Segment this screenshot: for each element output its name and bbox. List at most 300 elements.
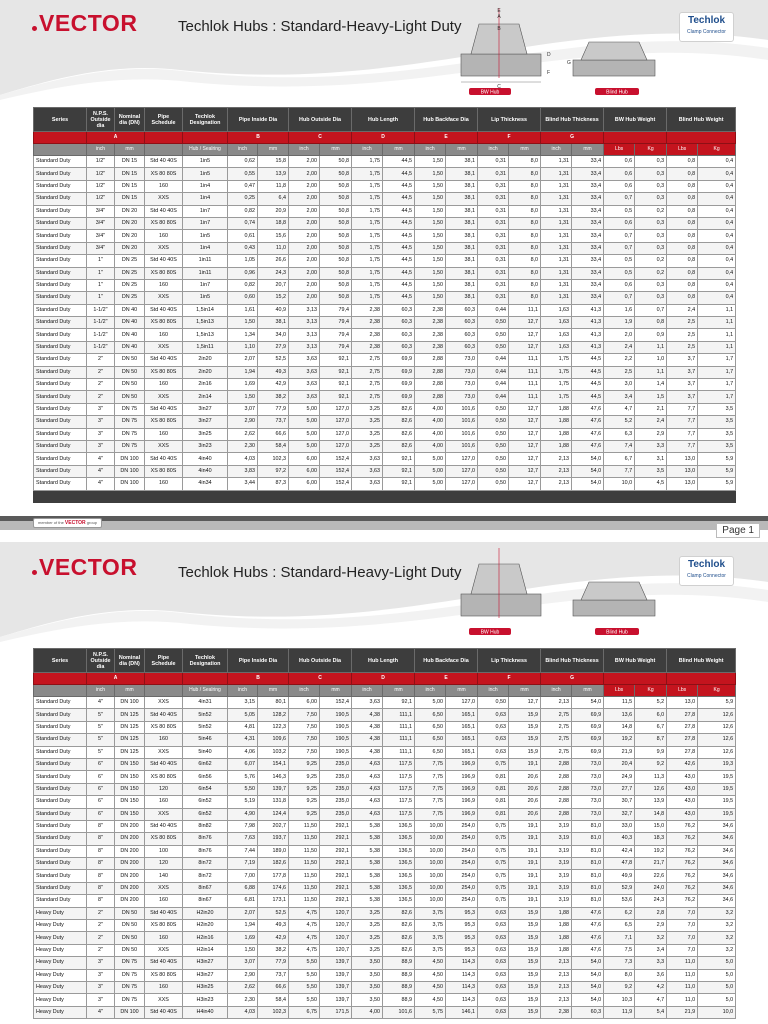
table-cell: 3,2 xyxy=(635,932,667,944)
table-cell: 3,75 xyxy=(415,932,446,944)
table-cell: 5,00 xyxy=(415,478,446,490)
table-cell: 5,50 xyxy=(289,969,320,981)
table-cell: 160 xyxy=(145,895,183,907)
table-cell: 2,5 xyxy=(667,329,698,341)
table-cell: 1,94 xyxy=(228,366,258,378)
table-cell: 15,0 xyxy=(635,820,667,832)
table-cell: 0,31 xyxy=(478,205,509,217)
table-cell: 114,3 xyxy=(446,969,478,981)
table-cell: 1in5 xyxy=(183,230,228,242)
table-cell: DN 20 xyxy=(115,205,145,217)
table-cell: 10,00 xyxy=(415,845,446,857)
table-cell: Standard Duty xyxy=(34,279,87,291)
table-row xyxy=(34,721,736,733)
table-row xyxy=(34,957,736,969)
table-cell: 6,07 xyxy=(228,758,258,770)
table-cell: 7,75 xyxy=(415,808,446,820)
table-cell: 114,3 xyxy=(446,957,478,969)
table-cell: 0,3 xyxy=(635,230,667,242)
table-cell: 117,5 xyxy=(383,771,415,783)
table-cell: Standard Duty xyxy=(34,697,87,709)
table-cell: 1/2" xyxy=(87,193,115,205)
table-cell: 2,30 xyxy=(228,994,258,1006)
table-cell: 5,75 xyxy=(415,1006,446,1018)
table-row xyxy=(34,267,736,279)
table-cell: 3,19 xyxy=(541,820,572,832)
table-cell: 0,44 xyxy=(478,366,509,378)
table-cell: 8in76 xyxy=(183,845,228,857)
table-cell: 128,2 xyxy=(258,709,289,721)
header-row xyxy=(34,108,736,132)
table-cell: 15,8 xyxy=(258,156,289,168)
table-cell: 0,8 xyxy=(667,205,698,217)
table-cell: 11,50 xyxy=(289,895,320,907)
table-cell: 15,9 xyxy=(509,721,541,733)
table-cell: 2,90 xyxy=(228,969,258,981)
table-cell: 33,4 xyxy=(572,279,604,291)
table-cell: Std 40 40S xyxy=(145,820,183,832)
table-cell: 3,5 xyxy=(635,465,667,477)
table-cell: 4,50 xyxy=(415,981,446,993)
table-cell: 189,0 xyxy=(258,845,289,857)
table-cell: 38,1 xyxy=(446,279,478,291)
table-cell: XS 80 80S xyxy=(145,969,183,981)
table-cell: DN 15 xyxy=(115,156,145,168)
document-page-2 xyxy=(0,525,768,1024)
table-cell: 2,75 xyxy=(352,391,383,403)
table-cell: 58,4 xyxy=(258,994,289,1006)
table-cell: 27,8 xyxy=(667,734,698,746)
table-row xyxy=(34,907,736,919)
table-cell: 81,0 xyxy=(572,858,604,870)
table-cell: 0,50 xyxy=(478,329,509,341)
table-cell: Standard Duty xyxy=(34,440,87,452)
hub-drawings xyxy=(455,4,675,96)
table-cell: 3,2 xyxy=(698,907,736,919)
table-cell: 4,63 xyxy=(352,808,383,820)
table-cell: 0,4 xyxy=(698,156,736,168)
table-cell: 3,50 xyxy=(352,957,383,969)
table-cell: 73,0 xyxy=(446,379,478,391)
table-cell: 235,0 xyxy=(320,783,352,795)
table-cell: 38,1 xyxy=(446,267,478,279)
table-cell: 33,4 xyxy=(572,205,604,217)
table-cell: 5,0 xyxy=(698,994,736,1006)
table-row xyxy=(34,428,736,440)
table-cell: 0,50 xyxy=(478,465,509,477)
table-cell: Standard Duty xyxy=(34,858,87,870)
col-hub-length: Hub Length xyxy=(352,108,415,132)
table-cell: 88,9 xyxy=(383,981,415,993)
table-cell: 2,38 xyxy=(415,341,446,353)
table-cell: 40,3 xyxy=(604,833,635,845)
table-cell: 292,1 xyxy=(320,833,352,845)
table-cell: 1,7 xyxy=(698,379,736,391)
table-cell: 11,0 xyxy=(667,969,698,981)
svg-text:Blind Hub: Blind Hub xyxy=(606,629,628,636)
table-cell: Std 40 40S xyxy=(145,156,183,168)
table-cell: 4" xyxy=(87,453,115,465)
table-cell: 9,9 xyxy=(635,746,667,758)
table-cell: 38,1 xyxy=(446,255,478,267)
table-cell: 4,75 xyxy=(289,920,320,932)
table-cell: 4,06 xyxy=(228,746,258,758)
table-cell: 1,88 xyxy=(541,428,572,440)
table-cell: 88,9 xyxy=(383,969,415,981)
table-cell: 3in23 xyxy=(183,440,228,452)
table-cell: 196,9 xyxy=(446,808,478,820)
table-cell: 12,6 xyxy=(635,783,667,795)
table-cell: DN 150 xyxy=(115,771,145,783)
table-cell: 76,2 xyxy=(667,833,698,845)
table-cell: DN 125 xyxy=(115,709,145,721)
table-cell: 54,0 xyxy=(572,453,604,465)
table-cell: 5,9 xyxy=(698,697,736,709)
table-cell: 0,50 xyxy=(478,416,509,428)
table-cell: 4,63 xyxy=(352,771,383,783)
table-cell: 79,4 xyxy=(320,341,352,353)
table-cell: 43,0 xyxy=(667,808,698,820)
table-cell: 160 xyxy=(145,279,183,291)
table-cell: 2,00 xyxy=(289,267,320,279)
table-cell: 0,63 xyxy=(478,981,509,993)
table-cell: 1,63 xyxy=(541,329,572,341)
table-cell: 33,4 xyxy=(572,180,604,192)
table-cell: 0,8 xyxy=(667,217,698,229)
table-cell: 1,31 xyxy=(541,230,572,242)
table-cell: 1in4 xyxy=(183,180,228,192)
table-cell: 6in52 xyxy=(183,796,228,808)
table-cell: 2" xyxy=(87,932,115,944)
table-cell: 6,3 xyxy=(604,428,635,440)
table-cell: 12,7 xyxy=(509,341,541,353)
table-cell: Standard Duty xyxy=(34,391,87,403)
table-cell: 4,63 xyxy=(352,758,383,770)
table-cell: 152,4 xyxy=(320,465,352,477)
table-cell: 50,8 xyxy=(320,180,352,192)
table-cell: 19,1 xyxy=(509,845,541,857)
table-cell: 77,9 xyxy=(258,957,289,969)
table-cell: 13,0 xyxy=(667,453,698,465)
table-cell: 3,83 xyxy=(228,465,258,477)
table-cell: 160 xyxy=(145,478,183,490)
table-cell: 60,3 xyxy=(383,329,415,341)
table-cell: 8in72 xyxy=(183,870,228,882)
table-cell: 18,3 xyxy=(635,833,667,845)
table-cell: XS 80 80S xyxy=(145,168,183,180)
table-cell: DN 150 xyxy=(115,796,145,808)
table-cell: 82,6 xyxy=(383,907,415,919)
col-nominal: Nominal dia (DN) xyxy=(115,108,145,132)
table-cell: 6,00 xyxy=(289,697,320,709)
table-cell: 69,9 xyxy=(383,391,415,403)
table-cell: 69,9 xyxy=(383,354,415,366)
table-cell: DN 15 xyxy=(115,180,145,192)
table-cell: 1,75 xyxy=(352,217,383,229)
table-cell: 7,1 xyxy=(604,932,635,944)
table-cell: 1,88 xyxy=(541,920,572,932)
table-cell: 76,2 xyxy=(667,858,698,870)
table-cell: 1,63 xyxy=(541,304,572,316)
table-cell: XS 80 80S xyxy=(145,267,183,279)
table-cell: 34,6 xyxy=(698,833,736,845)
table-cell: 3,25 xyxy=(352,403,383,415)
table-cell: 69,9 xyxy=(572,721,604,733)
table-cell: 4" xyxy=(87,465,115,477)
table-cell: 15,2 xyxy=(258,292,289,304)
table-cell: 76,2 xyxy=(667,870,698,882)
table-cell: Standard Duty xyxy=(34,180,87,192)
table-cell: 5" xyxy=(87,746,115,758)
table-cell: 76,2 xyxy=(667,820,698,832)
table-cell: 1,50 xyxy=(415,180,446,192)
table-cell: 3,19 xyxy=(541,870,572,882)
table-cell: 42,6 xyxy=(667,758,698,770)
table-cell: 20,6 xyxy=(509,796,541,808)
table-cell: 6,00 xyxy=(289,453,320,465)
table-cell: 0,7 xyxy=(604,242,635,254)
table-cell: 88,9 xyxy=(383,994,415,1006)
table-cell: Heavy Duty xyxy=(34,907,87,919)
table-row xyxy=(34,808,736,820)
table-cell: DN 20 xyxy=(115,242,145,254)
svg-text:C: C xyxy=(497,84,501,90)
table-cell: 11,0 xyxy=(667,994,698,1006)
table-cell: 1,50 xyxy=(415,217,446,229)
table-cell: 2,75 xyxy=(541,709,572,721)
table-cell: 3,75 xyxy=(415,944,446,956)
table-cell: DN 25 xyxy=(115,292,145,304)
table-cell: 0,81 xyxy=(478,808,509,820)
table-cell: XXS xyxy=(145,242,183,254)
table-cell: 4,81 xyxy=(228,721,258,733)
table-cell: 10,00 xyxy=(415,870,446,882)
table-cell: 5" xyxy=(87,709,115,721)
table-cell: 173,1 xyxy=(258,895,289,907)
table-cell: 0,50 xyxy=(478,403,509,415)
table-cell: 101,6 xyxy=(446,403,478,415)
table-cell: 11,8 xyxy=(258,180,289,192)
table-cell: 2,13 xyxy=(541,465,572,477)
svg-text:F: F xyxy=(547,70,551,76)
table-cell: 2,00 xyxy=(289,292,320,304)
table-cell: 43,0 xyxy=(667,796,698,808)
table-cell: 18,8 xyxy=(258,217,289,229)
table-cell: 3" xyxy=(87,994,115,1006)
table-cell: 0,4 xyxy=(698,292,736,304)
table-cell: 160 xyxy=(145,428,183,440)
table-cell: 50,8 xyxy=(320,193,352,205)
table-cell: 254,0 xyxy=(446,895,478,907)
table-cell: 6,50 xyxy=(415,746,446,758)
table-cell: 139,7 xyxy=(320,981,352,993)
table-cell: 60,3 xyxy=(446,341,478,353)
table-cell: 0,47 xyxy=(228,180,258,192)
table-cell: 20,9 xyxy=(258,205,289,217)
table-cell: 1,34 xyxy=(228,329,258,341)
table-cell: DN 200 xyxy=(115,833,145,845)
table-cell: 92,1 xyxy=(320,366,352,378)
table-cell: 10,00 xyxy=(415,882,446,894)
table-cell: 7,75 xyxy=(415,758,446,770)
table-cell: 8,0 xyxy=(509,168,541,180)
table-cell: 66,6 xyxy=(258,428,289,440)
table-cell: 1,75 xyxy=(352,205,383,217)
table-cell: 1,50 xyxy=(415,230,446,242)
table-cell: 254,0 xyxy=(446,833,478,845)
table-cell: 19,1 xyxy=(509,758,541,770)
bw-hub-drawing xyxy=(461,548,541,636)
table-cell: 12,7 xyxy=(509,329,541,341)
table-cell: 139,7 xyxy=(320,957,352,969)
table-row xyxy=(34,981,736,993)
table-cell: 1,31 xyxy=(541,292,572,304)
svg-text:BW Hub: BW Hub xyxy=(480,89,500,96)
table-cell: 0,3 xyxy=(635,180,667,192)
table-cell: 1,5 xyxy=(635,391,667,403)
table-cell: 0,4 xyxy=(698,205,736,217)
table-cell: 0,3 xyxy=(635,279,667,291)
table-cell: 11,9 xyxy=(604,1006,635,1018)
table-cell: Standard Duty xyxy=(34,820,87,832)
table-cell: 1,75 xyxy=(352,230,383,242)
table-cell: 19,1 xyxy=(509,895,541,907)
table-cell: 2,88 xyxy=(541,796,572,808)
table-cell: 1,5in11 xyxy=(183,341,228,353)
table-cell: 2,88 xyxy=(541,771,572,783)
table-cell: 2in14 xyxy=(183,391,228,403)
table-cell: 0,4 xyxy=(698,193,736,205)
table-cell: 11,1 xyxy=(509,391,541,403)
table-cell: 12,6 xyxy=(698,734,736,746)
table-cell: 0,6 xyxy=(604,217,635,229)
col-lip: Lip Thickness xyxy=(478,108,541,132)
table-cell: 154,1 xyxy=(258,758,289,770)
table-cell: 73,0 xyxy=(572,796,604,808)
table-cell: 0,8 xyxy=(667,267,698,279)
table-cell: 1-1/2" xyxy=(87,317,115,329)
table-cell: 1,75 xyxy=(541,354,572,366)
table-cell: 4,00 xyxy=(415,428,446,440)
table-cell: 2,88 xyxy=(541,808,572,820)
table-row xyxy=(34,734,736,746)
table-cell: 54,0 xyxy=(572,478,604,490)
table-cell: 254,0 xyxy=(446,820,478,832)
table-cell: 40,9 xyxy=(258,304,289,316)
table-row xyxy=(34,870,736,882)
table-cell: DN 100 xyxy=(115,1006,145,1018)
table-cell: 0,31 xyxy=(478,242,509,254)
table-cell: 2" xyxy=(87,379,115,391)
table-cell: 33,4 xyxy=(572,292,604,304)
table-cell: 8in67 xyxy=(183,895,228,907)
table-cell: 92,1 xyxy=(320,391,352,403)
table-cell: 0,50 xyxy=(478,341,509,353)
table-row xyxy=(34,465,736,477)
table-cell: 2,5 xyxy=(667,341,698,353)
table-cell: 0,6 xyxy=(604,279,635,291)
table-cell: 1,75 xyxy=(541,379,572,391)
table-cell: DN 75 xyxy=(115,403,145,415)
table-cell: Standard Duty xyxy=(34,242,87,254)
table-cell: 0,63 xyxy=(478,907,509,919)
table-cell: 1,5in13 xyxy=(183,317,228,329)
table-cell: 0,3 xyxy=(635,156,667,168)
table-cell: 12,6 xyxy=(698,709,736,721)
table-cell: 0,4 xyxy=(698,242,736,254)
table-cell: 24,0 xyxy=(635,882,667,894)
table-cell: 8" xyxy=(87,833,115,845)
table-cell: 0,9 xyxy=(635,329,667,341)
table-cell: 1in5 xyxy=(183,156,228,168)
table-cell: 27,8 xyxy=(667,709,698,721)
table-row xyxy=(34,341,736,353)
table-cell: DN 75 xyxy=(115,440,145,452)
table-cell: 140 xyxy=(145,870,183,882)
table-cell: 2" xyxy=(87,920,115,932)
table-cell: 54,0 xyxy=(572,697,604,709)
table-cell: 44,5 xyxy=(383,217,415,229)
table-cell: 139,7 xyxy=(258,783,289,795)
table-cell: 117,5 xyxy=(383,808,415,820)
table-cell: 11,1 xyxy=(509,354,541,366)
table-cell: 2,9 xyxy=(635,920,667,932)
table-body-page-2 xyxy=(34,697,736,1019)
table-cell: 47,6 xyxy=(572,907,604,919)
table-cell: Heavy Duty xyxy=(34,994,87,1006)
table-cell: 82,6 xyxy=(383,920,415,932)
table-row xyxy=(34,845,736,857)
table-cell: 87,3 xyxy=(258,478,289,490)
table-cell: 81,0 xyxy=(572,882,604,894)
table-cell: 2,75 xyxy=(352,379,383,391)
table-cell: 21,9 xyxy=(667,1006,698,1018)
table-cell: 190,5 xyxy=(320,734,352,746)
table-cell: 1,75 xyxy=(352,193,383,205)
table-cell: 0,2 xyxy=(635,267,667,279)
table-cell: 1,75 xyxy=(352,255,383,267)
table-cell: 1,31 xyxy=(541,279,572,291)
table-cell: 10,0 xyxy=(698,1006,736,1018)
table-cell: 1in7 xyxy=(183,205,228,217)
table-cell: 3,5 xyxy=(698,440,736,452)
table-cell: 7,50 xyxy=(289,721,320,733)
table-cell: 11,3 xyxy=(635,771,667,783)
table-cell: Standard Duty xyxy=(34,465,87,477)
table-cell: 92,1 xyxy=(383,697,415,709)
table-cell: 10,00 xyxy=(415,820,446,832)
table-cell: 27,8 xyxy=(667,746,698,758)
table-cell: 1,88 xyxy=(541,403,572,415)
table-cell: 5,0 xyxy=(698,957,736,969)
table-cell: DN 125 xyxy=(115,721,145,733)
units-row: inch mm Hub / Sealring inch mm inch mm inch mm inch mm inch mm inch mm Lbs Kg Lbs Kg xyxy=(34,144,736,156)
table-cell: 12,6 xyxy=(698,721,736,733)
table-cell: 102,3 xyxy=(258,1006,289,1018)
table-cell: 34,0 xyxy=(258,329,289,341)
table-cell: 7,0 xyxy=(667,907,698,919)
table-cell: 3,63 xyxy=(289,391,320,403)
table-cell: DN 25 xyxy=(115,267,145,279)
table-cell: 81,0 xyxy=(572,845,604,857)
table-cell: 5,0 xyxy=(698,969,736,981)
table-cell: DN 75 xyxy=(115,416,145,428)
table-cell: 92,1 xyxy=(383,453,415,465)
table-cell: 1,05 xyxy=(228,255,258,267)
table-row xyxy=(34,317,736,329)
table-cell: 10,00 xyxy=(415,833,446,845)
table-cell: XS 80 80S xyxy=(145,833,183,845)
